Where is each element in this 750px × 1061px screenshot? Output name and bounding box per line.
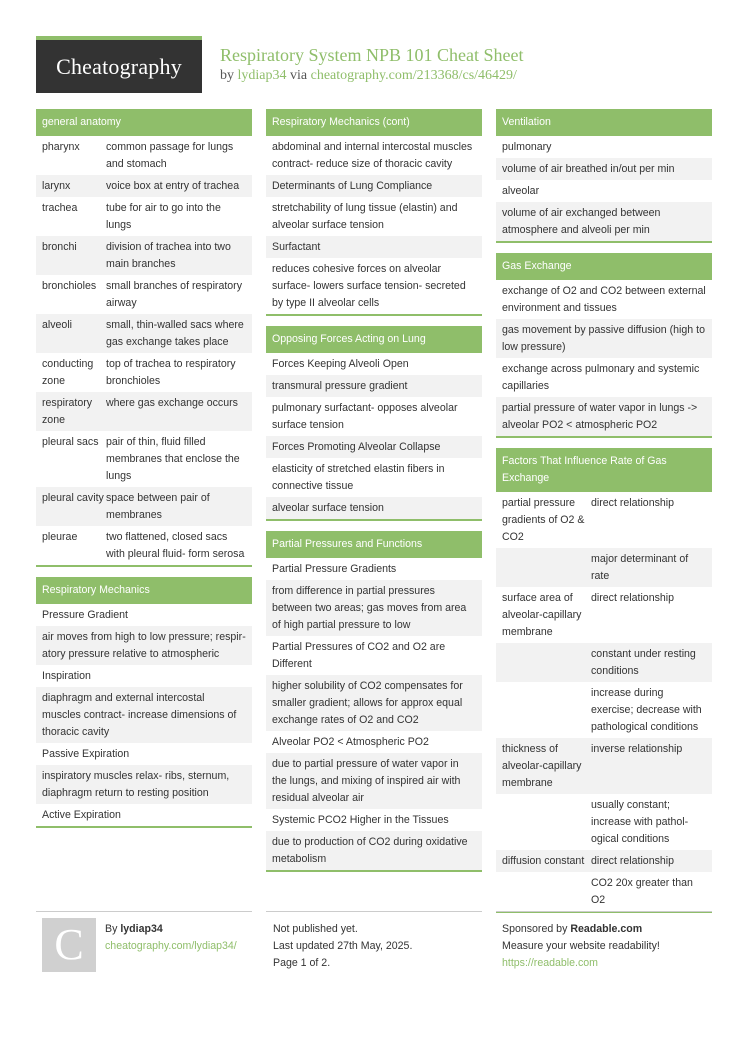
list-item: Partial Pressure Gradients <box>272 562 397 575</box>
sheet-url-link[interactable]: cheatography.com/213368/cs/46429/ <box>310 68 517 83</box>
section-respiratory-mechanics-cont <box>266 109 482 316</box>
list-item: from difference in partial pressures between two areas; gas moves from area of high partial pressure to low <box>266 580 482 636</box>
avatar[interactable] <box>42 918 96 972</box>
column-right <box>496 109 712 923</box>
list-item: gas movement by passive diffusion (high to low pressure) <box>496 319 712 358</box>
table-row: thickness of alveolar-capillary membrane inverse relationship <box>496 738 712 794</box>
list-item: volume of air breathed in/out per min <box>496 158 712 180</box>
footer-author-link[interactable]: cheatography.com/lydiap34/ <box>105 940 237 952</box>
table-row: respiratory zone where gas exchange occurs <box>36 392 252 431</box>
avatar-letter: C <box>54 920 84 969</box>
section-heading: Ventilation <box>496 109 712 136</box>
table-row: increase during exercise; decrease with pathological conditions <box>591 686 702 733</box>
section-general-anatomy <box>36 109 252 567</box>
list-item: Determinants of Lung Compliance <box>266 175 482 197</box>
sponsor-link[interactable]: https://readable.com <box>502 957 598 969</box>
section-body <box>266 136 482 314</box>
footer-sponsor: Sponsored by Readable.com Measure your website readability! https://readable.com <box>496 911 712 991</box>
list-item: elasticity of stretched elastin fibers in connective tissue <box>272 462 445 492</box>
section-body <box>496 492 712 911</box>
list-item: Passive Expiration <box>42 747 130 760</box>
column-middle <box>266 109 482 882</box>
list-item: Pressure Gradient <box>42 608 128 621</box>
footer-status <box>266 911 482 991</box>
sponsor-tagline: Measure your website readability! <box>502 940 660 952</box>
table-row: alveoli small, thin-walled sacs where gas exchange takes place <box>36 314 252 353</box>
list-item: due to partial pressure of water vapor in the lungs, and mixing of inspired air with residual alveolar air <box>266 753 482 809</box>
cheatography-logo[interactable] <box>36 36 202 93</box>
section-heading: Respiratory Mechanics <box>36 577 252 604</box>
page-footer <box>36 911 712 991</box>
footer-author <box>36 911 252 991</box>
table-row: CO2 20x greater than O2 <box>591 876 693 906</box>
list-item: stretchability of lung tissue (elastin) and alveolar surface tension <box>272 201 458 231</box>
list-item: higher solubility of CO2 compensates for smaller gradient; allows for approx equal exchange rates of O2 and CO2 <box>266 675 482 731</box>
table-row: pleural cavity space between pair of membranes <box>36 487 252 526</box>
list-item: alveolar surface tension <box>266 497 482 519</box>
table-row: conducting zone top of trachea to respiratory bronchioles <box>42 357 236 387</box>
list-item: pulmonary surfactant- opposes alveolar surface tension <box>272 401 458 431</box>
list-item: Systemic PCO2 Higher in the Tissues <box>272 813 449 826</box>
table-row: bronchi division of trachea into two main branches <box>36 236 252 275</box>
section-heading: Gas Exchange <box>496 253 712 280</box>
list-item: abdominal and internal intercostal muscles contract- reduce size of thoracic cavity <box>272 140 473 170</box>
list-item: Alveolar PO2 < Atmospheric PO2 <box>272 735 429 748</box>
table-row: larynx voice box at entry of trachea <box>36 175 252 197</box>
table-row: partial pressure gradients of O2 & CO2 direct relationship <box>502 496 675 543</box>
section-ventilation <box>496 109 712 243</box>
section-partial-pressures <box>266 531 482 872</box>
table-row: major determinant of rate <box>496 548 712 587</box>
logo-text: Cheatography <box>56 53 182 79</box>
section-heading: Respiratory Mechanics (cont) <box>266 109 482 136</box>
list-item: pulmonary <box>502 140 552 153</box>
page-title: Respiratory System NPB 101 Cheat Sheet <box>220 45 524 65</box>
list-item: partial pressure of water vapor in lungs -> alveolar PO2 < atmospheric PO2 <box>496 397 712 436</box>
author-link[interactable]: lydiap34 <box>237 68 287 83</box>
list-item: due to production of CO2 during oxidative metabolism <box>266 831 482 870</box>
table-row: pleurae two flattened, closed sacs with pleural fluid- form serosa <box>42 530 245 560</box>
section-body <box>36 136 252 565</box>
list-item: diaphragm and external intercostal muscles contract- increase dimensions of thoracic cavity <box>36 687 252 743</box>
table-row: usually constant; increase with pathological conditions <box>591 798 689 845</box>
author-info: By lydiap34 cheatography.com/lydiap34/ <box>105 921 237 955</box>
list-item: alveolar <box>502 184 540 197</box>
list-item: inspiratory muscles relax- ribs, sternum, diaphragm return to resting position <box>36 765 252 804</box>
section-heading: Factors That Influence Rate of Gas Exchange <box>496 448 712 492</box>
section-heading: Partial Pressures and Functions <box>266 531 482 558</box>
list-item: transmural pressure gradient <box>266 375 482 397</box>
table-row: diffusion constant direct relationship <box>496 850 712 872</box>
section-factors-gas-exchange <box>496 448 712 913</box>
last-updated: Last updated 27th May, 2025. <box>273 940 413 952</box>
sponsor-name[interactable]: Readable.com <box>570 923 643 935</box>
published-status: Not published yet. <box>273 923 358 935</box>
list-item: Surfactant <box>266 236 482 258</box>
table-row: pharynx common passage for lungs and stomach <box>42 140 234 170</box>
footer-author-name[interactable]: lydiap34 <box>120 923 163 935</box>
section-body <box>266 558 482 870</box>
section-body <box>496 136 712 241</box>
table-row: bronchioles small branches of respiratory airway <box>42 279 243 309</box>
table-row: constant under resting conditions <box>496 643 712 682</box>
section-heading: general anatomy <box>36 109 252 136</box>
byline: by lydiap34 via cheatography.com/213368/cs/46429/ <box>220 68 517 83</box>
table-row: trachea tube for air to go into the lungs <box>42 201 221 231</box>
section-respiratory-mechanics <box>36 577 252 828</box>
table-row: pleural sacs pair of thin, fluid filled membranes that enclose the lungs <box>42 435 240 482</box>
list-item: Forces Keeping Alveoli Open <box>272 357 409 370</box>
list-item: air moves from high to low pressure; respiratory pressure relative to atmospheric <box>36 626 252 665</box>
list-item: Inspiration <box>42 669 91 682</box>
column-left <box>36 109 252 838</box>
list-item: volume of air exchanged between atmosphere and alveoli per min <box>496 202 712 241</box>
list-item: Active Expiration <box>42 808 121 821</box>
list-item: exchange across pulmonary and systemic capillaries <box>502 362 700 392</box>
section-opposing-forces <box>266 326 482 521</box>
section-body <box>36 604 252 826</box>
section-body <box>496 280 712 436</box>
section-heading: Opposing Forces Acting on Lung <box>266 326 482 353</box>
section-body <box>266 353 482 519</box>
table-row: surface area of alveolar-capillary membrane direct relationship <box>502 591 675 638</box>
section-gas-exchange <box>496 253 712 438</box>
page-header <box>220 44 523 86</box>
list-item: Partial Pressures of CO2 and O2 are Different <box>272 640 446 670</box>
page-number: Page 1 of 2. <box>273 957 331 969</box>
list-item: reduces cohesive forces on alveolar surface- lowers surface tension- secreted by type II alveolar cells <box>272 262 466 309</box>
list-item: exchange of O2 and CO2 between external environment and tissues <box>502 284 706 314</box>
list-item: Forces Promoting Alveolar Collapse <box>266 436 482 458</box>
